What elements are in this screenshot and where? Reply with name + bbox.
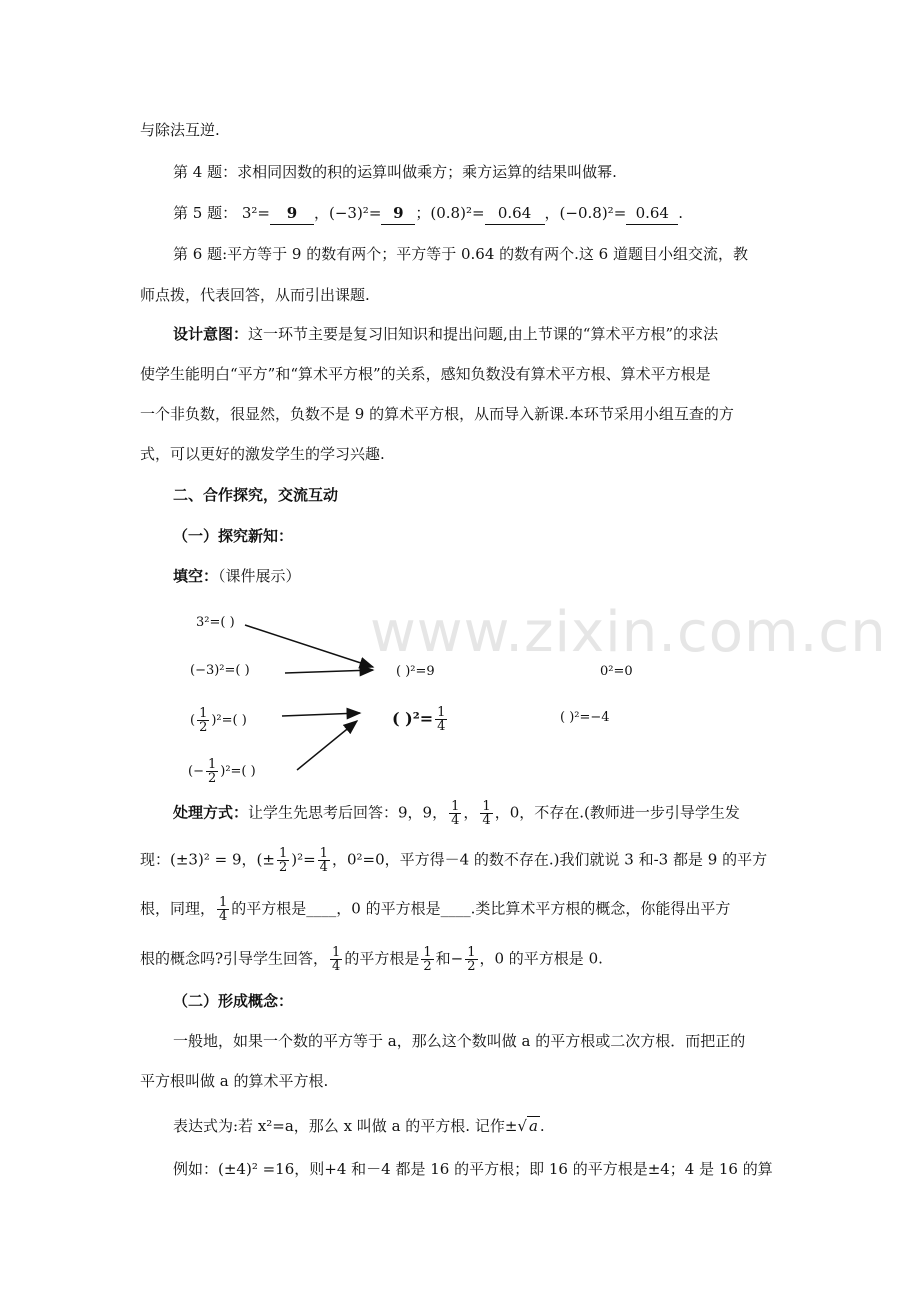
- expression-end: .: [539, 1117, 545, 1135]
- handling-text-3: ，0²=0，平方得－4 的数不存在.)我们就说 3 和-3 都是 9 的平方: [331, 850, 768, 869]
- dnh-den: 2: [467, 959, 476, 974]
- eqq-num: 1: [319, 846, 328, 861]
- diagram-item-half-squared: [190, 707, 247, 734]
- handling-d2: 的平方根是: [344, 949, 420, 968]
- quarter-fraction: [435, 706, 447, 733]
- eq-pm-half-open: (±: [256, 850, 275, 869]
- eq-pm-half-close: )²=: [291, 850, 316, 869]
- diagram-item-neg3-squared: (−3)²=( ): [190, 663, 250, 678]
- quarter-parens: ( )²=: [392, 709, 434, 728]
- concept-line1: 一般地，如果一个数的平方等于 a，那么这个数叫做 a 的平方根或二次方根．而把正的: [173, 1032, 746, 1050]
- design-intent-line4: 式，可以更好的激发学生的学习兴趣.: [140, 445, 385, 463]
- handling-discover: 现：: [140, 850, 171, 869]
- cq-den: 4: [219, 909, 228, 924]
- concept-line2: 平方根叫做 a 的算术平方根.: [140, 1072, 329, 1090]
- handling-text-1: 让学生先思考后回答：9，9，: [248, 803, 448, 822]
- radicand: a: [528, 1117, 538, 1135]
- watermark-text: www.zixin.com.cn: [370, 600, 887, 665]
- q5-answer-4: 0.64: [626, 202, 678, 225]
- sqrt-icon: √: [517, 1117, 527, 1135]
- arrow-4: [297, 721, 357, 770]
- neg-half-numerator: 1: [207, 757, 217, 772]
- section-heading-2: 二、合作探究，交流互动: [173, 486, 339, 504]
- half-open-paren: (: [190, 713, 196, 728]
- q5-answer-3: 0.64: [485, 202, 545, 225]
- diagram-zero-squared: 0²=0: [600, 664, 633, 679]
- handling-d1: 根的概念吗?引导学生回答，: [140, 949, 329, 968]
- design-intent-line3: 一个非负数，很显然，负数不是 9 的算术平方根，从而导入新课.本环节采用小组互查的方: [140, 405, 734, 423]
- example-line: 例如：(±4)² =16，则+4 和－4 都是 16 的平方根；即 16 的平方根是±4；4 是 16 的算: [173, 1160, 773, 1178]
- arrow-2: [285, 670, 373, 673]
- dq-den: 4: [332, 959, 341, 974]
- half-close: )²=( ): [211, 713, 247, 728]
- dnh-num: 1: [467, 945, 476, 960]
- half-fraction: [197, 707, 209, 734]
- paragraph-q4: 第 4 题：求相同因数的积的运算叫做乘方；乘方运算的结果叫做幂.: [173, 163, 617, 181]
- aq1-num: 1: [451, 799, 460, 814]
- expression-text: 表达式为:若 x²=a，那么 x 叫做 a 的平方根. 记作: [173, 1117, 505, 1135]
- design-intent-text-1: 这一环节主要是复习旧知识和提出问题,由上节课的“算术平方根”的求法: [248, 325, 719, 343]
- subheading-explore: （一）探究新知：: [173, 527, 294, 545]
- handling-c2: 的平方根是____，0 的平方根是____.类比算术平方根的概念，你能得出平方: [231, 899, 731, 918]
- neg-half-fraction: [206, 758, 218, 785]
- quarter-numerator: 1: [437, 705, 446, 720]
- eqq-den: 4: [319, 860, 328, 875]
- q5-answer-1: 9: [270, 202, 314, 225]
- half-numerator: 1: [199, 706, 208, 721]
- arrow-1: [245, 625, 373, 667]
- handling-label: 处理方式：: [173, 803, 249, 822]
- handling-sep: ，: [463, 803, 479, 822]
- diagram-target-quarter: [392, 706, 449, 733]
- dq-num: 1: [332, 945, 341, 960]
- dh-den: 2: [423, 959, 432, 974]
- eq-pm3: (±3)² = 9: [170, 850, 242, 869]
- eh-den: 2: [278, 860, 288, 875]
- handling-c1: 根，同理，: [140, 899, 216, 918]
- q5-prefix: 第 5 题： 3²=: [173, 204, 270, 222]
- subheading-concept: （二）形成概念：: [173, 992, 294, 1010]
- aq2-den: 4: [482, 813, 491, 828]
- neg-half-denominator: 2: [207, 771, 217, 786]
- diagram-item-3-squared: 3²=( ): [196, 615, 235, 630]
- handling-d4: ，0 的平方根是 0.: [479, 949, 603, 968]
- fill-in-label: 填空：: [173, 567, 219, 585]
- q5-sep-3: ，(−0.8)²=: [544, 204, 627, 222]
- pm-sign: ±: [504, 1117, 518, 1135]
- paragraph-q6-line1: 第 6 题:平方等于 9 的数有两个；平方等于 0.64 的数有两个.这 6 道题目小组交流，教: [173, 245, 748, 263]
- half-denominator: 2: [199, 720, 208, 735]
- neg-half-open: (−: [188, 764, 204, 779]
- dh-num: 1: [423, 945, 432, 960]
- neg-sign: −: [450, 949, 464, 968]
- q5-sep-2: ；(0.8)²=: [415, 204, 485, 222]
- q5-suffix: .: [678, 204, 684, 222]
- aq2-num: 1: [482, 799, 491, 814]
- q5-answer-2: 9: [381, 202, 415, 225]
- aq1-den: 4: [451, 813, 460, 828]
- design-intent-label: 设计意图：: [173, 325, 249, 343]
- quarter-denominator: 4: [437, 719, 446, 734]
- fill-in-text: （课件展示）: [218, 567, 301, 585]
- handling-comma: ，: [241, 850, 257, 869]
- q5-sep-1: ，(−3)²=: [313, 204, 382, 222]
- cq-num: 1: [219, 895, 228, 910]
- diagram-target-neg4: ( )²=−4: [560, 710, 610, 725]
- paragraph-p1: 与除法互逆.: [140, 121, 220, 139]
- arrow-3: [282, 713, 360, 716]
- neg-half-close: )²=( ): [220, 764, 256, 779]
- diagram-target-9: ( )²=9: [396, 664, 435, 679]
- eh-num: 1: [278, 846, 288, 861]
- handling-d3: 和: [435, 949, 451, 968]
- design-intent-line2: 使学生能明白“平方”和“算术平方根”的关系，感知负数没有算术平方根、算术平方根是: [140, 365, 711, 383]
- handling-text-2: ，0，不存在.(教师进一步引导学生发: [494, 803, 740, 822]
- paragraph-q6-line2: 师点拨，代表回答，从而引出课题.: [140, 286, 370, 304]
- diagram-item-neg-half-squared: [188, 758, 256, 785]
